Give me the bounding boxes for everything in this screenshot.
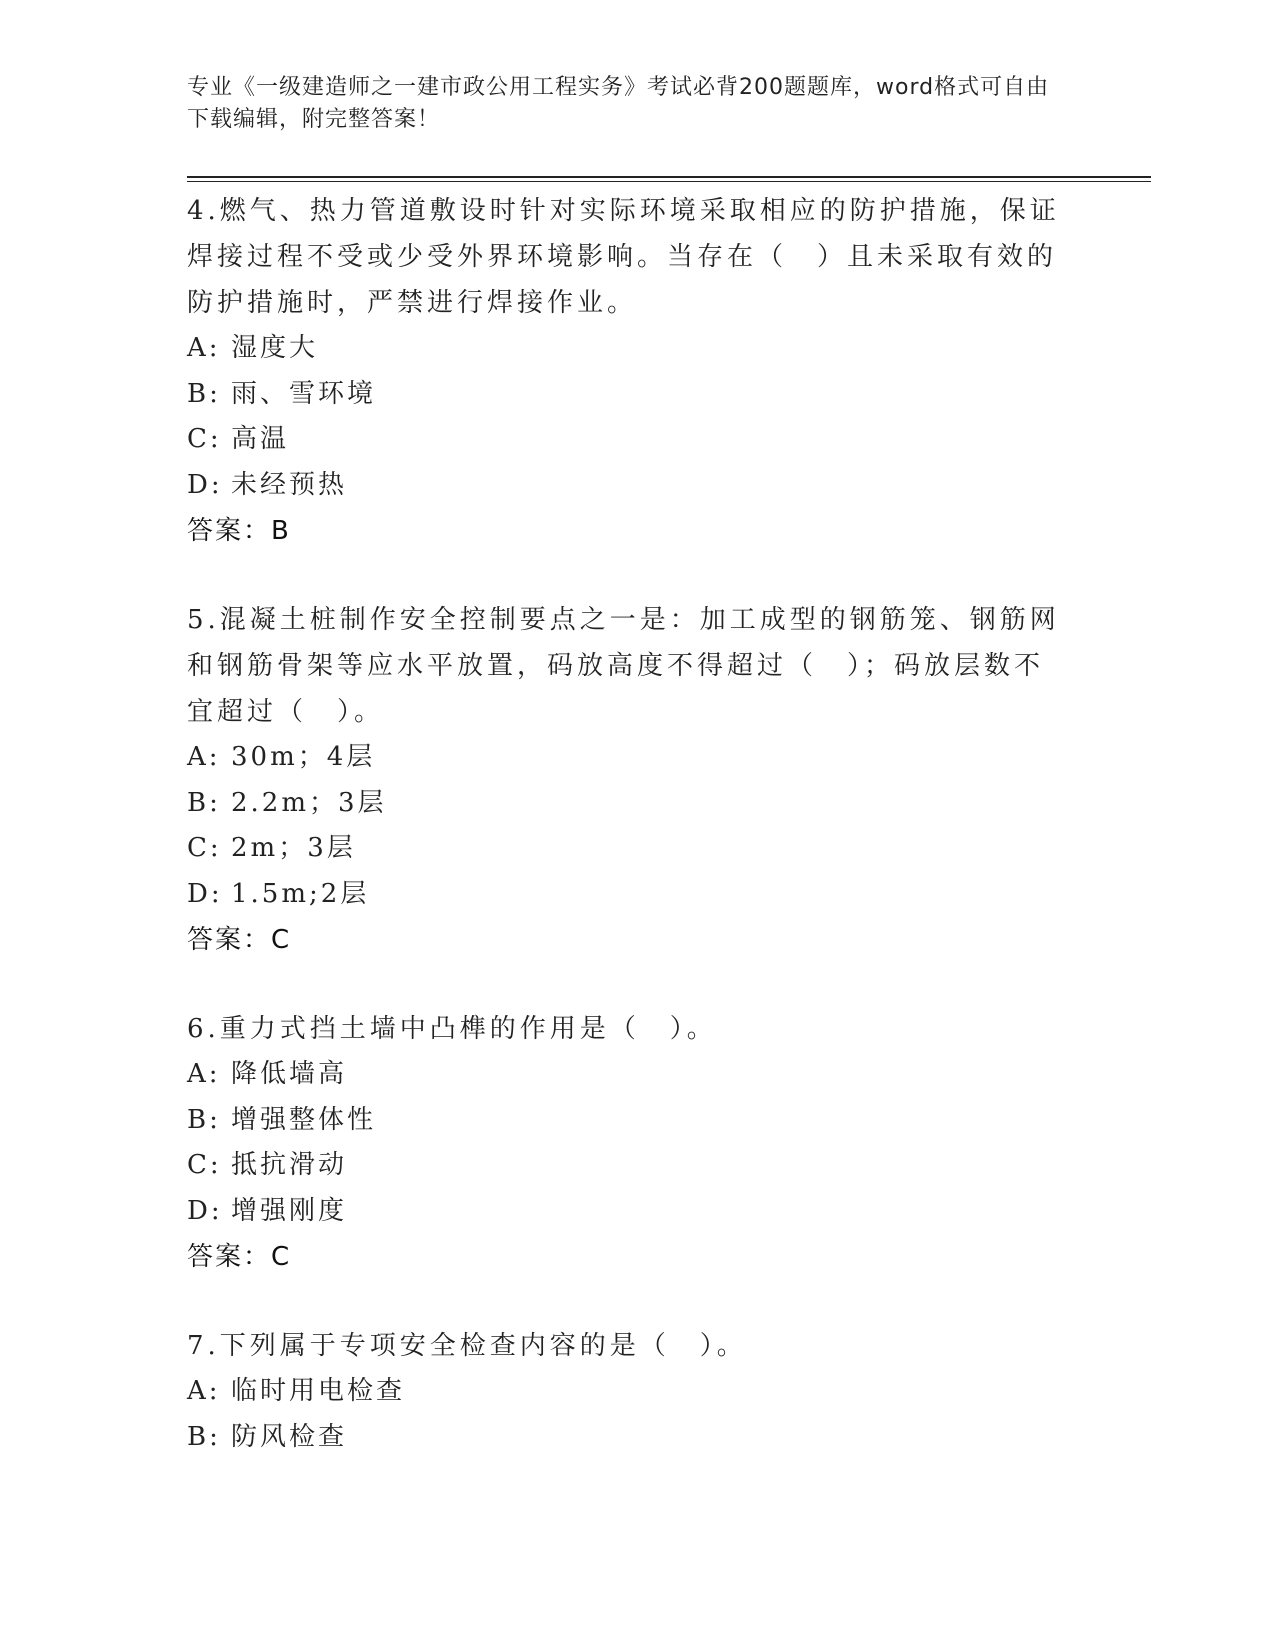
question-stem: 4.燃气、热力管道敷设时针对实际环境采取相应的防护措施，保证焊接过程不受或少受外界环境影响。当存在（ ）且未采取有效的防护措施时，严禁进行焊接作业。	[187, 196, 1060, 318]
question-list	[187, 188, 1067, 1460]
option-b	[187, 372, 1067, 418]
option-a	[187, 735, 1067, 781]
option-text: 湿度大	[231, 333, 319, 363]
option-a	[187, 1052, 1067, 1098]
option-key: D:	[187, 469, 223, 500]
option-text: 临时用电检查	[231, 1376, 406, 1406]
option-key: B:	[187, 787, 221, 818]
question-stem: 7.下列属于专项安全检查内容的是（ ）。	[187, 1331, 747, 1361]
option-text: 抵抗滑动	[231, 1150, 348, 1180]
option-key: C:	[187, 833, 222, 863]
option-text: 降低墙高	[231, 1059, 348, 1089]
option-b	[187, 781, 1067, 827]
answer-line: 答案：C	[187, 1242, 292, 1272]
question-spacer	[187, 1280, 1067, 1323]
option-a	[187, 326, 1067, 372]
option-key: C:	[187, 424, 222, 454]
option-text: 高温	[231, 424, 290, 454]
option-text: 1.5m;2层	[231, 878, 370, 909]
option-text: 增强刚度	[231, 1195, 348, 1226]
option-c	[187, 417, 1067, 463]
header-divider-thin	[187, 181, 1151, 182]
option-text: 雨、雪环境	[231, 378, 377, 409]
option-a	[187, 1369, 1067, 1415]
option-b	[187, 1098, 1067, 1144]
option-text: 未经预热	[231, 469, 348, 500]
document-header: 专业《一级建造师之一建市政公用工程实务》考试必背200题题库，word格式可自由下载编辑，附完整答案！	[187, 75, 1050, 132]
option-key: D:	[187, 878, 223, 909]
option-key: D:	[187, 1195, 223, 1226]
option-text: 2m；3层	[231, 833, 356, 863]
option-key: B:	[187, 1104, 221, 1135]
question-spacer	[187, 554, 1067, 597]
option-key: C:	[187, 1150, 222, 1180]
option-key: A:	[187, 1059, 221, 1089]
question-stem: 6.重力式挡土墙中凸榫的作用是（ ）。	[187, 1014, 717, 1044]
question-6	[187, 1006, 1067, 1280]
question-stem: 5.混凝土桩制作安全控制要点之一是：加工成型的钢筋笼、钢筋网和钢筋骨架等应水平放置，码放高度不得超过（ ）；码放层数不宜超过（ ）。	[187, 605, 1060, 727]
answer-line: 答案：C	[187, 925, 292, 955]
question-7	[187, 1323, 1067, 1460]
option-text: 30m；4层	[231, 742, 376, 772]
option-key: A:	[187, 742, 221, 772]
option-key: B:	[187, 378, 221, 409]
question-5	[187, 597, 1067, 963]
option-d	[187, 463, 1067, 509]
option-c	[187, 1143, 1067, 1189]
option-d	[187, 872, 1067, 918]
header-divider-thick	[187, 176, 1151, 178]
option-c	[187, 826, 1067, 872]
answer-line: 答案：B	[187, 516, 291, 546]
option-key: A:	[187, 333, 221, 363]
option-key: A:	[187, 1376, 221, 1406]
option-text: 增强整体性	[231, 1104, 377, 1135]
option-text: 防风检查	[231, 1421, 348, 1452]
question-4	[187, 188, 1067, 554]
option-d	[187, 1189, 1067, 1235]
option-text: 2.2m；3层	[231, 787, 387, 818]
option-key: B:	[187, 1421, 221, 1452]
option-b	[187, 1415, 1067, 1461]
question-spacer	[187, 963, 1067, 1006]
